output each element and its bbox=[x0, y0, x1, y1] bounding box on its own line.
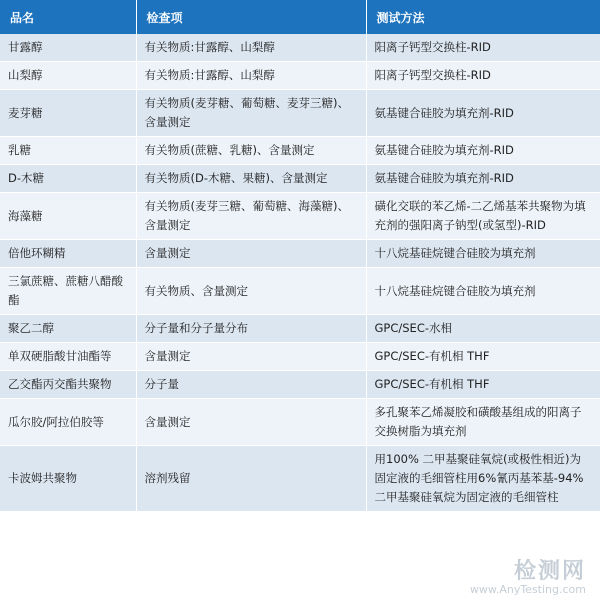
cell-product-name: 乙交酯丙交酯共聚物 bbox=[0, 371, 136, 399]
table-row bbox=[0, 343, 600, 371]
table-row bbox=[0, 137, 600, 165]
cell-test-method: 多孔聚苯乙烯凝胶和磺酸基组成的阳离子交换树脂为填充剂 bbox=[366, 399, 600, 446]
table-row bbox=[0, 371, 600, 399]
table-body bbox=[0, 34, 600, 512]
cell-product-name: 聚乙二醇 bbox=[0, 315, 136, 343]
cell-product-name: D-木糖 bbox=[0, 165, 136, 193]
cell-test-item: 有关物质(D-木糖、果糖)、含量测定 bbox=[136, 165, 366, 193]
cell-test-method: 磺化交联的苯乙烯-二乙烯基苯共聚物为填充剂的强阳离子钠型(或氢型)-RID bbox=[366, 193, 600, 240]
cell-test-item: 有关物质(麦芽糖、葡萄糖、麦芽三糖)、含量测定 bbox=[136, 90, 366, 137]
cell-test-item: 有关物质(蔗糖、乳糖)、含量测定 bbox=[136, 137, 366, 165]
cell-test-item: 有关物质:甘露醇、山梨醇 bbox=[136, 34, 366, 62]
cell-test-item: 有关物质、含量测定 bbox=[136, 268, 366, 315]
cell-test-method: 阳离子钙型交换柱-RID bbox=[366, 62, 600, 90]
cell-test-method: 十八烷基硅烷键合硅胶为填充剂 bbox=[366, 268, 600, 315]
table-row bbox=[0, 62, 600, 90]
cell-test-method: 十八烷基硅烷键合硅胶为填充剂 bbox=[366, 240, 600, 268]
watermark-en: www.AnyTesting.com bbox=[469, 582, 586, 596]
table-row bbox=[0, 34, 600, 62]
cell-test-item: 分子量 bbox=[136, 371, 366, 399]
cell-test-method: 阳离子钙型交换柱-RID bbox=[366, 34, 600, 62]
cell-product-name: 麦芽糖 bbox=[0, 90, 136, 137]
cell-test-method: GPC/SEC-有机相 THF bbox=[366, 343, 600, 371]
cell-product-name: 三氯蔗糖、蔗糖八醋酸酯 bbox=[0, 268, 136, 315]
table-header-row bbox=[0, 0, 600, 34]
cell-test-method: 氨基键合硅胶为填充剂-RID bbox=[366, 90, 600, 137]
table-row bbox=[0, 315, 600, 343]
cell-test-item: 溶剂残留 bbox=[136, 446, 366, 512]
cell-product-name: 山梨醇 bbox=[0, 62, 136, 90]
cell-test-item: 含量测定 bbox=[136, 399, 366, 446]
cell-test-method: GPC/SEC-有机相 THF bbox=[366, 371, 600, 399]
table-row bbox=[0, 165, 600, 193]
cell-product-name: 卡波姆共聚物 bbox=[0, 446, 136, 512]
cell-test-item: 含量测定 bbox=[136, 343, 366, 371]
cell-product-name: 倍他环糊精 bbox=[0, 240, 136, 268]
cell-test-item: 含量测定 bbox=[136, 240, 366, 268]
cell-test-method: 氨基键合硅胶为填充剂-RID bbox=[366, 137, 600, 165]
cell-product-name: 单双硬脂酸甘油酯等 bbox=[0, 343, 136, 371]
cell-test-item: 分子量和分子量分布 bbox=[136, 315, 366, 343]
table-row bbox=[0, 399, 600, 446]
watermark-logo bbox=[470, 560, 586, 596]
cell-test-item: 有关物质:甘露醇、山梨醇 bbox=[136, 62, 366, 90]
header-test-item: 检查项 bbox=[136, 0, 366, 34]
table-row bbox=[0, 446, 600, 512]
table-row bbox=[0, 240, 600, 268]
watermark-cn: 检测网 bbox=[513, 558, 586, 584]
cell-product-name: 海藻糖 bbox=[0, 193, 136, 240]
table-row bbox=[0, 90, 600, 137]
cell-product-name: 甘露醇 bbox=[0, 34, 136, 62]
cell-test-item: 有关物质(麦芽三糖、葡萄糖、海藻糖)、含量测定 bbox=[136, 193, 366, 240]
cell-test-method: 用100% 二甲基聚硅氧烷(或极性相近)为固定液的毛细管柱用6%氰丙基苯基-94%二甲基聚硅氧烷为固定液的毛细管柱 bbox=[366, 446, 600, 512]
cell-product-name: 乳糖 bbox=[0, 137, 136, 165]
table-row bbox=[0, 268, 600, 315]
header-test-method: 测试方法 bbox=[366, 0, 600, 34]
cell-product-name: 瓜尔胶/阿拉伯胶等 bbox=[0, 399, 136, 446]
cell-test-method: 氨基键合硅胶为填充剂-RID bbox=[366, 165, 600, 193]
cell-test-method: GPC/SEC-水相 bbox=[366, 315, 600, 343]
header-product-name: 品名 bbox=[0, 0, 136, 34]
table-row bbox=[0, 193, 600, 240]
